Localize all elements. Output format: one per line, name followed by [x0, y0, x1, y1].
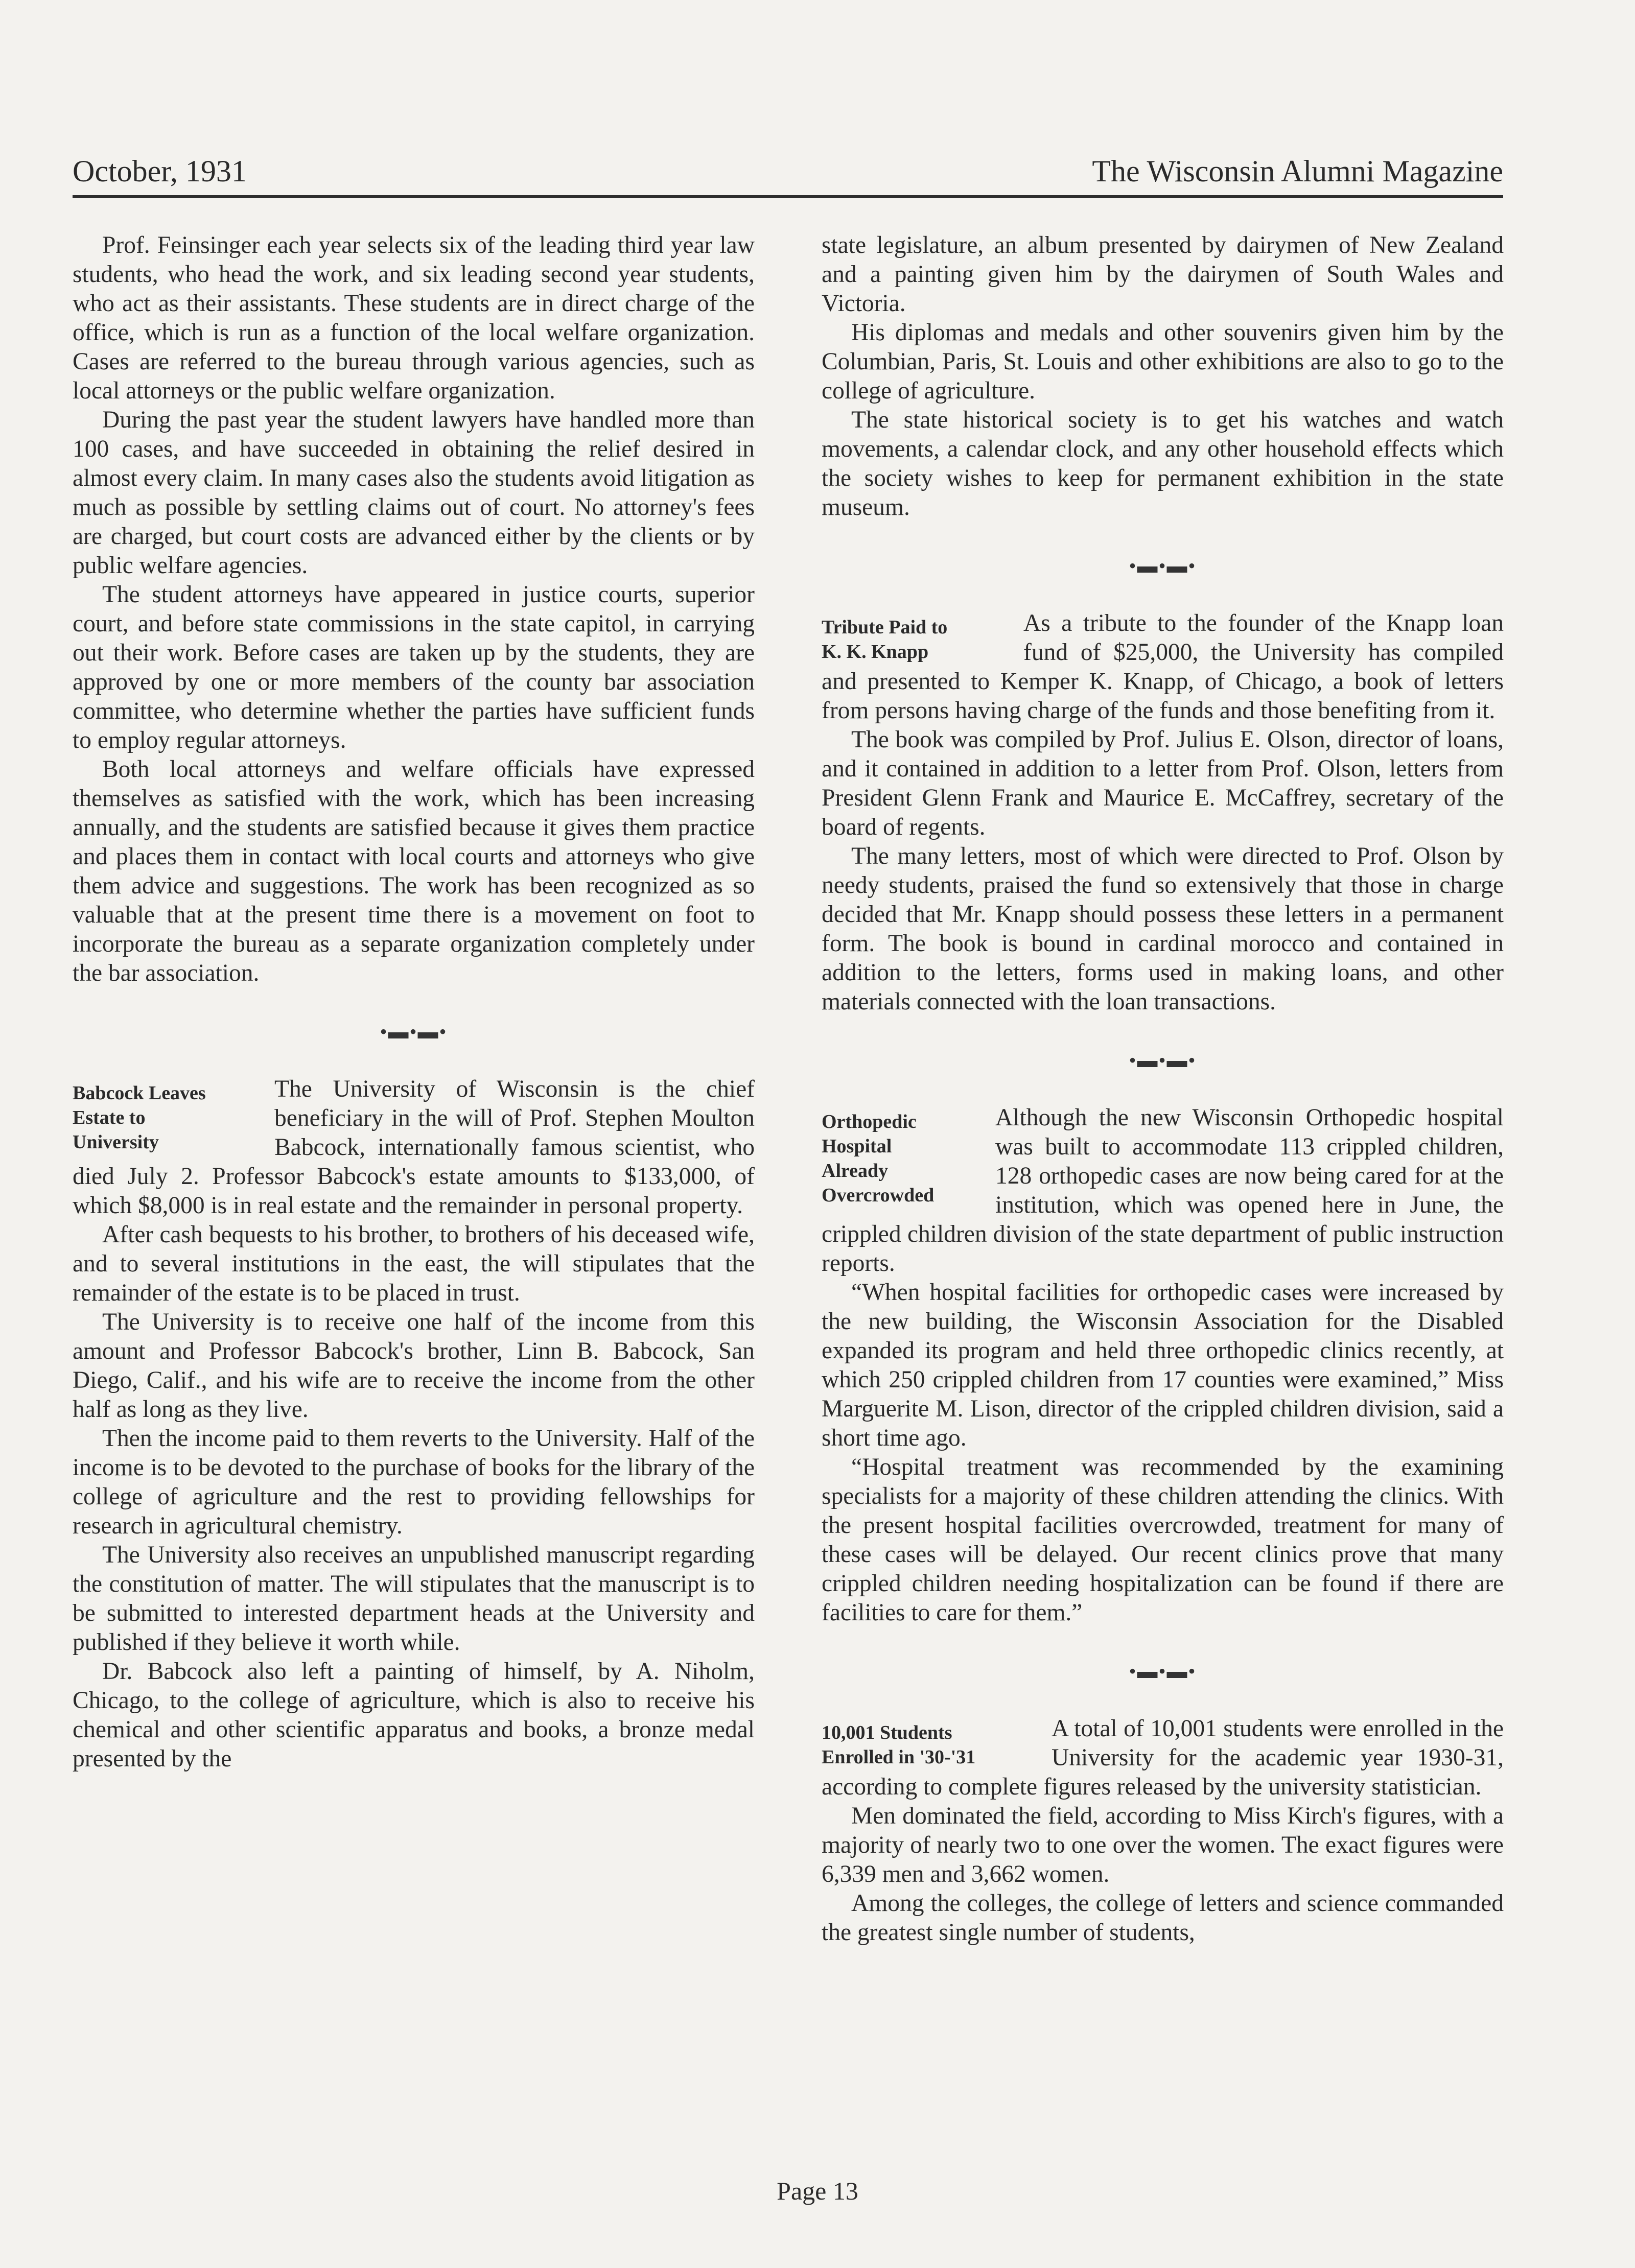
issue-date: October, 1931	[73, 154, 247, 188]
right-column	[822, 231, 1504, 1947]
separator-ornament: •▬•▬•	[1129, 1659, 1197, 1683]
paragraph: During the past year the student lawyers have handled more than 100 cases, and have succeeded in obtaining the relief desired in almost every claim. In many cases also the students avoid litigation as much as possible by settling claims out of court. No attorney's fees are charged, but court costs are advanced either by the clients or by public welfare agencies.	[73, 407, 755, 579]
section-separator	[73, 988, 755, 1075]
paragraph: The University also receives an unpublished manuscript regarding the constitution of matter. The will stipulates that the manuscript is to be submitted to interested department heads at the University and published if they believe it worth while.	[73, 1542, 755, 1656]
paragraph: As a tribute to the founder of the Knapp loan fund of $25,000, the University has compiled and presented to Kemper K. Knapp, of Chicago, a book of letters from persons having charge of the funds and those benefiting from it.	[822, 610, 1504, 724]
page-header	[73, 144, 1503, 198]
section-separator	[822, 1627, 1504, 1714]
heading-line: University	[73, 1131, 159, 1153]
heading-line: Estate to	[73, 1107, 146, 1128]
heading-line: K. K. Knapp	[822, 641, 929, 663]
paragraph: Among the colleges, the college of letters and science commanded the greatest single number of students,	[822, 1890, 1504, 1946]
section-heading-orthopedic	[822, 1109, 995, 1208]
heading-line: Overcrowded	[822, 1185, 935, 1206]
paragraph: “When hospital facilities for orthopedic cases were increased by the new building, the Wisconsin Association for the Disabled expanded its program and held three orthopedic clinics recently, at which 250 crippled children from 17 counties were examined,” Miss Marguerite M. Lison, director of the crippled children division, said a short time ago.	[822, 1279, 1504, 1451]
section-heading-babcock	[73, 1081, 274, 1154]
paragraph: The student attorneys have appeared in justice courts, superior court, and before state commissions in the state capitol, in carrying out their work. Before cases are taken up by the students, they are approved by one or more members of the county bar association committee, who determine whether the parties have sufficient funds to employ regular attorneys.	[73, 581, 755, 753]
magazine-title: The Wisconsin Alumni Magazine	[1092, 154, 1503, 188]
left-column	[73, 231, 755, 1774]
paragraph: Dr. Babcock also left a painting of himself, by A. Niholm, Chicago, to the college of agriculture, which is also to receive his chemical and other scientific apparatus and books, a bronze medal presented by the	[73, 1658, 755, 1772]
separator-ornament: •▬•▬•	[380, 1020, 448, 1043]
paragraph: His diplomas and medals and other souvenirs given him by the Columbian, Paris, St. Louis and other exhibitions are also to go to the college of agriculture.	[822, 319, 1504, 404]
heading-line: Enrolled in '30-'31	[822, 1746, 976, 1768]
heading-line: 10,001 Students	[822, 1722, 952, 1743]
separator-ornament: •▬•▬•	[1129, 1048, 1197, 1072]
separator-ornament: •▬•▬•	[1129, 554, 1197, 577]
paragraph: The state historical society is to get his watches and watch movements, a calendar clock, and any other household effects which the society wishes to keep for permanent exhibition in the state museum.	[822, 407, 1504, 521]
section-separator	[822, 522, 1504, 609]
section-separator	[822, 1017, 1504, 1103]
paragraph: The many letters, most of which were directed to Prof. Olson by needy students, praised the fund so extensively that those in charge decided that Mr. Knapp should possess these letters in a permanent form. The book is bound in cardinal morocco and contained in addition to the letters, forms used in making loans, and other materials connected with the loan transactions.	[822, 843, 1504, 1015]
paragraph: state legislature, an album presented by dairymen of New Zealand and a painting given him by the dairymen of South Wales and Victoria.	[822, 232, 1504, 317]
paragraph: The University is to receive one half of the income from this amount and Professor Babcock's brother, Linn B. Babcock, San Diego, Calif., and his wife are to receive the income from the other half as long as they live.	[73, 1309, 755, 1423]
heading-line: Babcock Leaves	[73, 1082, 206, 1104]
section-heading-knapp	[822, 615, 1023, 664]
paragraph: Then the income paid to them reverts to the University. Half of the income is to be devoted to the purchase of books for the library of the college of agriculture and the rest to providing fellowships for research in agricultural chemistry.	[73, 1425, 755, 1539]
heading-line: Hospital	[822, 1136, 892, 1157]
paragraph: “Hospital treatment was recommended by the examining specialists for a majority of these children attending the clinics. With the present hospital facilities overcrowded, treatment for many of these cases will be delayed. Our recent clinics prove that many crippled children needing hospitalization can be found if there are facilities to care for them.”	[822, 1454, 1504, 1626]
paragraph: Although the new Wisconsin Orthopedic hospital was built to accommodate 113 crippled children, 128 orthopedic cases are now being cared for at the institution, which was opened here in June, the crippled children division of the state department of public instruction reports.	[822, 1104, 1504, 1277]
paragraph: Prof. Feinsinger each year selects six of the leading third year law students, who head the work, and six leading second year students, who act as their assistants. These students are in direct charge of the office, which is run as a function of the local welfare organization. Cases are referred to the bureau through various agencies, such as local attorneys or the public welfare organization.	[73, 232, 755, 404]
paragraph: After cash bequests to his brother, to brothers of his deceased wife, and to several institutions in the east, the will stipulates that the remainder of the estate is to be placed in trust.	[73, 1221, 755, 1306]
paragraph: The University of Wisconsin is the chief beneficiary in the will of Prof. Stephen Moulton Babcock, internationally famous scientist, who died July 2. Professor Babcock's estate amounts to $133,000, of which $8,000 is in real estate and the remainder in personal property.	[73, 1076, 755, 1219]
heading-line: Already	[822, 1160, 889, 1182]
heading-line: Orthopedic	[822, 1111, 917, 1132]
paragraph: Men dominated the field, according to Miss Kirch's figures, with a majority of nearly two to one over the women. The exact figures were 6,339 men and 3,662 women.	[822, 1803, 1504, 1887]
section-heading-enrollment	[822, 1720, 1052, 1769]
heading-line: Tribute Paid to	[822, 617, 948, 638]
paragraph: A total of 10,001 students were enrolled in the University for the academic year 1930-31, according to complete figures released by the university statistician.	[822, 1715, 1504, 1800]
page-number: Page 13	[777, 2177, 858, 2205]
paragraph: Both local attorneys and welfare officials have expressed themselves as satisfied with the work, which has been increasing annually, and the students are satisfied because it gives them practice and places them in contact with local courts and attorneys who give them advice and suggestions. The work has been recognized as so valuable that at the present time there is a movement on foot to incorporate the bureau as a separate organization completely under the bar association.	[73, 756, 755, 986]
paragraph: The book was compiled by Prof. Julius E. Olson, director of loans, and it contained in addition to a letter from Prof. Olson, letters from President Glenn Frank and Maurice E. McCaffrey, secretary of the board of regents.	[822, 726, 1504, 840]
